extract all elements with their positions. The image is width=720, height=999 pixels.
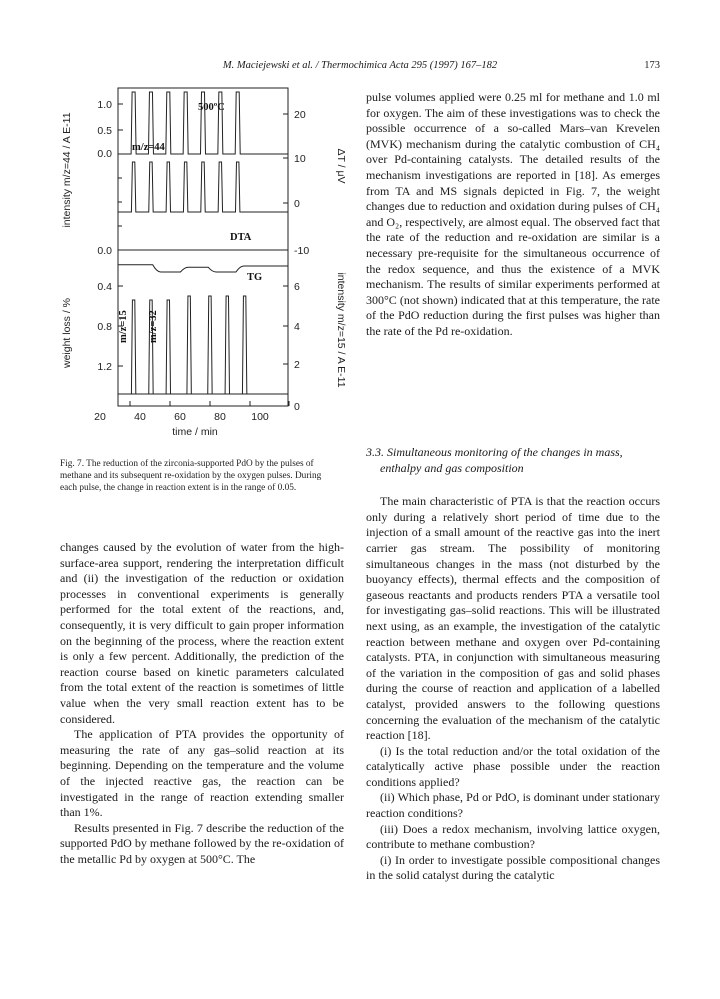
tick-label: -10 bbox=[294, 245, 310, 257]
tick-label: 2 bbox=[294, 359, 300, 371]
tick-label: 0.8 bbox=[97, 321, 112, 333]
right-column-top bbox=[366, 90, 660, 340]
x-tick-label: 100 bbox=[251, 411, 269, 423]
paragraph: (i) In order to investigate possible compositional changes in the solid catalyst during the catalytic bbox=[366, 852, 660, 883]
paragraph: pulse volumes applied were 0.25 ml for methane and 1.0 ml for oxygen. The aim of these investigations was to check the possible occurrence of a so-called Mars–van Krevelen (MVK) mechanism during the catalytic combustion of CH₄ over Pd-containing catalysts. The detailed results of the mechanism investigations are reported in [18]. As emerges from TA and MS signals depicted in Fig. 7, the weight changes due to reduction and oxidation during pulses of CH₄ and O₂, respectively, are almost equal. The observed fact that the rate of the reduction and re-oxidation are similar is a necessary pre-requisite for the simultaneous occurrence of the redox sequence, and thus the existence of a MVK mechanism. The results of similar experiments performed at 300°C (not shown) indicated that at this temperature, the rate of the PdO reduction during the first pulses was higher than the rate of the Pd re-oxidation. bbox=[366, 90, 660, 338]
tick-label: 0 bbox=[294, 198, 300, 210]
tick-label: 1.2 bbox=[97, 361, 112, 373]
tg-curve bbox=[118, 265, 288, 272]
left-axis-label-upper: intensity m/z=44 / A E-11 bbox=[61, 112, 73, 228]
tick-label: 6 bbox=[294, 281, 300, 293]
tick-label: 0.5 bbox=[97, 125, 112, 137]
dta-label: DTA bbox=[230, 232, 252, 243]
tick-label: 0.0 bbox=[97, 245, 112, 257]
paragraph: (iii) Does a redox mechanism, involving lattice oxygen, contribute to methane combustion? bbox=[366, 821, 660, 852]
page-number: 173 bbox=[644, 60, 660, 71]
right-axis-label-upper: ΔT / μV bbox=[335, 148, 347, 184]
x-tick-label: 40 bbox=[134, 411, 146, 423]
x-tick-label: 80 bbox=[214, 411, 226, 423]
paragraph: changes caused by the evolution of water from the high-surface-area support, rendering the interpretation difficult and (ii) the investigation of the reduction or oxidation processes in conventional experiments is generally performed for the total extent of the reactions, and, consequently, it is very difficult to gain proper information on the beginning of the process, where the reaction extent is only a few percent. Additionally, the prediction of the reaction course based on kinetic parameters calculated from the total extent of the reaction is sometimes of little value when the very small reaction extent has to be considered. bbox=[60, 540, 344, 726]
tick-label: 0.4 bbox=[97, 281, 112, 293]
plot-frame bbox=[118, 88, 288, 406]
temperature-label: 500ºC bbox=[198, 102, 225, 113]
tick-label: 20 bbox=[294, 109, 306, 121]
right-column-bottom bbox=[366, 445, 660, 884]
paragraph: (i) Is the total reduction and/or the total oxidation of the catalytically active phase possible under the reaction conditions applied? bbox=[366, 743, 660, 789]
mz32-curve bbox=[118, 296, 288, 394]
x-tick-label: 20 bbox=[94, 411, 106, 423]
x-axis-label: time / min bbox=[172, 426, 218, 438]
curve-group bbox=[118, 92, 288, 394]
running-header bbox=[60, 60, 660, 76]
running-head: M. Maciejewski et al. / Thermochimica Acta 295 (1997) 167–182 bbox=[222, 60, 498, 71]
right-axis-label-lower: intensity m/z=15 / A E-11 bbox=[335, 272, 347, 388]
figure-7-chart bbox=[60, 78, 350, 443]
x-tick-label: 60 bbox=[174, 411, 186, 423]
paragraph: The application of PTA provides the opportunity of measuring the rate of any gas–solid reaction at its beginning. Depending on the temperature and the volume of the injected reactive gas, the reaction can be investigated in the range of reaction extending smaller than 1%. bbox=[60, 727, 344, 820]
tick-label: 10 bbox=[294, 153, 306, 165]
left-column bbox=[60, 540, 344, 867]
mz32-label: m/z=32 bbox=[148, 310, 159, 343]
paragraph: Results presented in Fig. 7 describe the reduction of the supported PdO by methane followed by the re-oxidation of the metallic Pd by oxygen at 500°C. The bbox=[60, 820, 344, 866]
left-axis-label-lower: weight loss / % bbox=[61, 297, 73, 369]
tick-label: 0.0 bbox=[97, 148, 112, 160]
mz15-label: m/z=15 bbox=[118, 310, 129, 343]
mz15-curve bbox=[118, 300, 288, 394]
tick-label: 0 bbox=[294, 401, 300, 413]
paragraph: The main characteristic of PTA is that the reaction occurs only during a relatively short period of time due to the injection of a small amount of the reactive gas into the inert carrier gas stream. The possibility of monitoring simultaneous changes in the mass (not disturbed by the buoyancy effects), thermal effects and the composition of gaseous reactants and products renders PTA a versatile tool for investigating gas–solid reactions. This will be illustrated next using, as an example, the investigation of the catalytic reaction between methane and oxygen over Pd-containing catalysts. PTA, in conjunction with simultaneous measuring of the variation in the composition of gas and solid phases during the course of reaction and application of a labelled catalyst, provided answers to the following questions concerning the evaluation of the mechanism of the catalytic reaction [18]. bbox=[366, 494, 660, 743]
tick-label: 1.0 bbox=[97, 99, 112, 111]
tg-label: TG bbox=[247, 272, 263, 283]
mz44-label: m/z=44 bbox=[132, 142, 165, 153]
dta-curve bbox=[118, 162, 288, 212]
figure-caption: Fig. 7. The reduction of the zirconia-supported PdO by the pulses of methane and its subsequent re-oxidation by the oxygen pulses. During each pulse, the change in reaction extent is in the range of 0.05. bbox=[60, 459, 322, 493]
paragraph: (ii) Which phase, Pd or PdO, is dominant under stationary reaction conditions? bbox=[366, 790, 660, 821]
tick-label: 4 bbox=[294, 321, 300, 333]
section-heading: 3.3. Simultaneous monitoring of the changes in mass, enthalpy and gas composition bbox=[366, 445, 623, 475]
